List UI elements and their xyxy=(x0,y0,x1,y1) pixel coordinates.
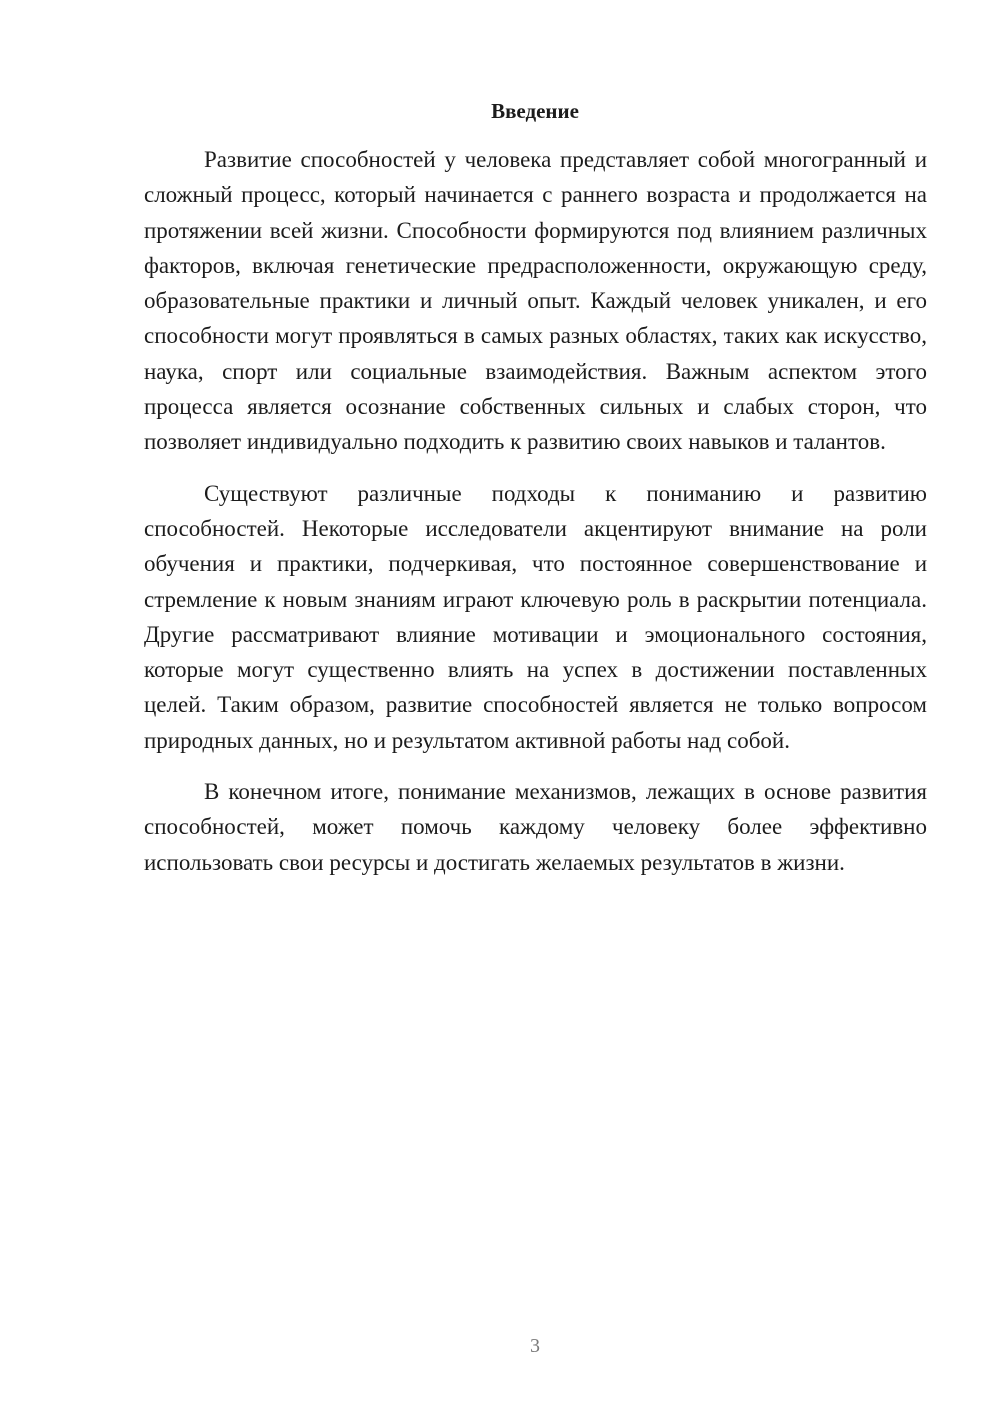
paragraph-1: Развитие способностей у человека представляет собой многогранный и сложный процесс, который начинается с раннего возраста и продолжается на протяжении всей жизни. Способности формируются под влиянием различных факторов, включая генетические предрасположенности, окружающую среду, образовательные практики и личный опыт. Каждый человек уникален, и его способности могут проявляться в самых разных областях, таких как искусство, наука, спорт или социальные взаимодействия. Важным аспектом этого процесса является осознание собственных сильных и слабых сторон, что позволяет индивидуально подходить к развитию своих навыков и талантов. xyxy=(144,147,927,455)
page-number: 3 xyxy=(530,1335,540,1357)
paragraph-2: Существуют различные подходы к пониманию и развитию способностей. Некоторые исследователи акцентируют внимание на роли обучения и практики, подчеркивая, что постоянное совершенствование и стремление к новым знаниям играют ключевую роль в раскрытии потенциала. Другие рассматривают влияние мотивации и эмоционального состояния, которые могут существенно влиять на успех в достижении поставленных целей. Таким образом, развитие способностей является не только вопросом природных данных, но и результатом активной работы над собой. xyxy=(144,480,927,753)
page-title: Введение xyxy=(491,99,579,123)
paragraph-3: В конечном итоге, понимание механизмов, лежащих в основе развития способностей, может помочь каждому человеку более эффективно использовать свои ресурсы и достигать желаемых результатов в жизни. xyxy=(144,779,927,875)
body-text xyxy=(144,142,927,896)
